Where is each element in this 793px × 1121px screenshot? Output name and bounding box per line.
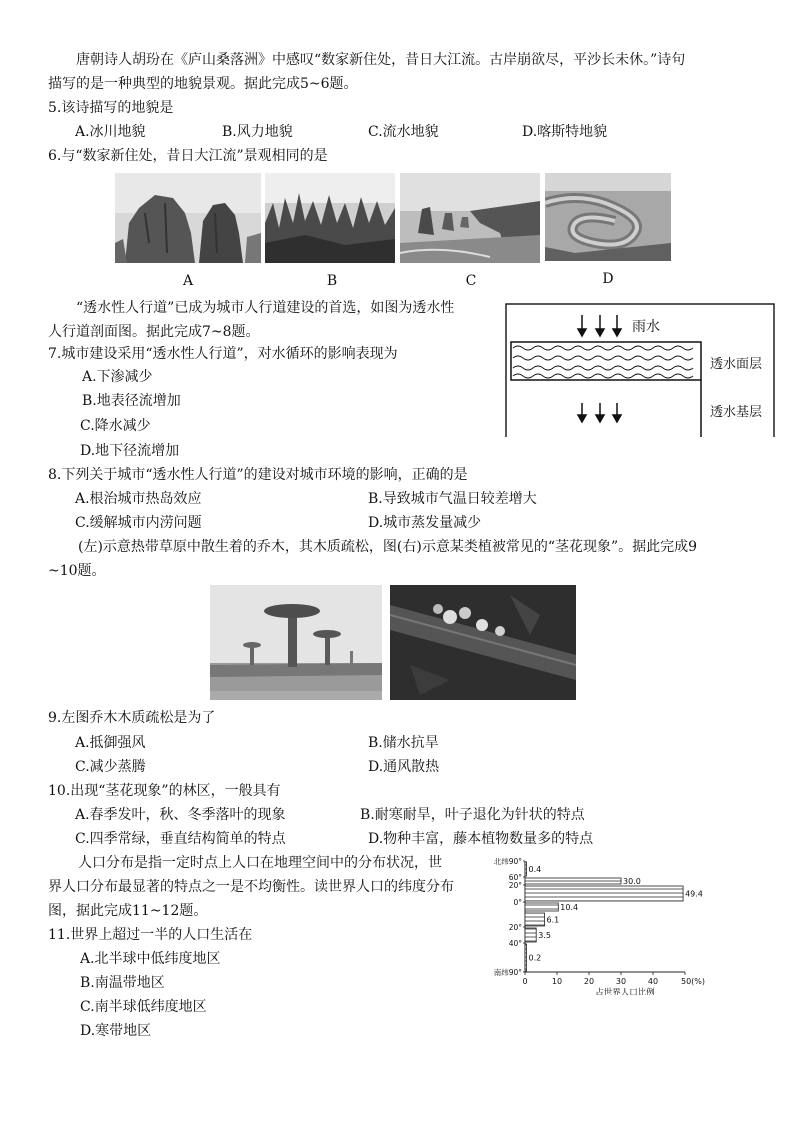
q8-option-c: C.缓解城市内涝问题 — [75, 515, 202, 531]
bar-value-label-5: 3.5 — [538, 931, 551, 940]
y-tick-label-2: 20° — [508, 881, 522, 890]
q9-option-a: A.抵御强风 — [75, 735, 146, 751]
photo-savanna-tree — [210, 585, 382, 700]
photo-b-stone-forest — [265, 173, 395, 263]
photo-c-sea-stacks — [400, 173, 540, 263]
q8-option-a: A.根治城市热岛效应 — [75, 491, 202, 507]
photo-cauliflory — [390, 585, 576, 700]
bar-value-label-0: 0.4 — [528, 865, 542, 874]
bar-value-label-4: 6.1 — [546, 915, 560, 925]
x-tick-label-5: 50(%) — [681, 977, 706, 986]
photo-label-d: D — [602, 271, 614, 287]
q10-option-c: C.四季常绿，垂直结构简单的特点 — [75, 831, 286, 847]
bar-5 — [525, 928, 536, 942]
q7-option-a: A.下渗减少 — [82, 369, 153, 385]
x-tick-label-2: 20 — [583, 977, 595, 986]
q10-option-b: B.耐寒耐旱，叶子退化为针状的特点 — [360, 807, 585, 823]
intro-7-8-line2: 人行道剖面图。据此完成7~8题。 — [48, 324, 260, 340]
y-tick-label-5: 40° — [508, 939, 522, 948]
q11-option-d: D.寒带地区 — [80, 1023, 152, 1039]
intro-9-10-line1: (左)示意热带草原中散生着的乔木，其木质疏松，图(右)示意某类植被常见的“茎花现象”。据此完成9 — [78, 539, 698, 555]
population-latitude-chart — [488, 855, 728, 995]
rain-label: 雨水 — [632, 319, 660, 335]
intro-11-12-line1: 人口分布是指一定时点上人口在地理空间中的分布状况，世 — [78, 855, 442, 871]
intro-9-10-line2: ~10题。 — [48, 563, 106, 579]
bar-6 — [525, 944, 527, 971]
q5-option-c: C.流水地貌 — [368, 124, 439, 140]
q11-option-c: C.南半球低纬度地区 — [80, 999, 207, 1015]
bar-0 — [525, 862, 527, 876]
x-tick-label-1: 10 — [551, 977, 563, 986]
q11-option-a: A.北半球中低纬度地区 — [80, 951, 221, 967]
q5-option-a: A.冰川地貌 — [75, 124, 146, 140]
y-tick-label-1: 60° — [508, 873, 522, 882]
y-tick-label-0: 北纬90° — [493, 857, 522, 866]
q11-stem: 11.世界上超过一半的人口生活在 — [48, 927, 253, 943]
bar-value-label-3: 10.4 — [560, 903, 579, 912]
bar-2 — [525, 886, 683, 901]
population-chart-svg — [488, 855, 728, 995]
x-tick-label-0: 0 — [522, 977, 528, 986]
q8-option-d: D.城市蒸发量减少 — [368, 515, 482, 531]
photo-a-rock-towers — [115, 173, 261, 263]
x-tick-label-3: 30 — [615, 977, 627, 986]
x-axis-title: 占世界人口比例 — [595, 988, 655, 995]
y-tick-label-4: 20° — [508, 923, 522, 932]
q9-stem: 9.左图乔木木质疏松是为了 — [48, 710, 216, 726]
y-tick-label-3: 0° — [513, 898, 522, 907]
q9-option-d: D.通风散热 — [368, 759, 440, 775]
q10-option-a: A.春季发叶，秋、冬季落叶的现象 — [75, 807, 286, 823]
q7-option-c: C.降水减少 — [80, 418, 151, 434]
q7-option-b: B.地表径流增加 — [82, 393, 181, 409]
photo-d-river-meander — [545, 173, 671, 261]
q8-stem: 8.下列关于城市“透水性人行道”的建设对城市环境的影响，正确的是 — [48, 467, 468, 483]
q9-option-c: C.减少蒸腾 — [75, 759, 146, 775]
intro-7-8-line1: “透水性人行道”已成为城市人行道建设的首选，如图为透水性 — [76, 300, 455, 316]
intro-11-12-line2: 界人口分布最显著的特点之一是不均衡性。读世界人口的纬度分布 — [48, 879, 454, 895]
q8-option-b: B.导致城市气温日较差增大 — [368, 491, 537, 507]
q9-option-b: B.储水抗旱 — [368, 735, 439, 751]
bar-value-label-6: 0.2 — [528, 953, 542, 963]
x-tick-label-4: 40 — [647, 977, 659, 986]
photo-label-a: A — [182, 273, 194, 289]
infiltration-arrows — [578, 403, 621, 422]
q5-stem: 5.该诗描写的地貌是 — [48, 100, 174, 116]
q11-option-b: B.南温带地区 — [80, 975, 165, 991]
y-tick-label-6: 南纬90° — [493, 968, 522, 977]
rain-arrows — [578, 315, 621, 336]
q5-option-b: B.风力地貌 — [222, 124, 293, 140]
intro-5-6-line2: 描写的是一种典型的地貌景观。据此完成5~6题。 — [48, 76, 358, 92]
q6-stem: 6.与“数家新住处，昔日大江流”景观相同的是 — [48, 148, 328, 164]
bar-4 — [525, 913, 545, 926]
bar-3 — [525, 903, 558, 911]
surface-layer-label: 透水面层 — [710, 357, 763, 372]
q10-stem: 10.出现“茎花现象”的林区，一般具有 — [48, 783, 281, 799]
photo-label-b: B — [326, 273, 338, 289]
bar-1 — [525, 878, 621, 884]
bar-value-label-2: 49.4 — [685, 889, 703, 899]
q7-stem: 7.城市建设采用“透水性人行道”，对水循环的影响表现为 — [48, 346, 398, 362]
q7-option-d: D.地下径流增加 — [80, 443, 180, 459]
base-layer-label: 透水基层 — [710, 405, 763, 420]
photo-label-c: C — [465, 273, 477, 289]
intro-5-6-line1: 唐朝诗人胡玢在《庐山桑落洲》中感叹“数家新住处，昔日大江流。古岸崩欲尽，平沙长未休。”诗句 — [76, 52, 686, 68]
bar-value-label-1: 30.0 — [623, 877, 641, 886]
permeable-pavement-diagram — [505, 303, 775, 437]
intro-11-12-line3: 图，据此完成11~12题。 — [48, 903, 208, 919]
q10-option-d: D.物种丰富，藤本植物数量多的特点 — [368, 831, 594, 847]
q5-option-d: D.喀斯特地貌 — [522, 124, 608, 140]
